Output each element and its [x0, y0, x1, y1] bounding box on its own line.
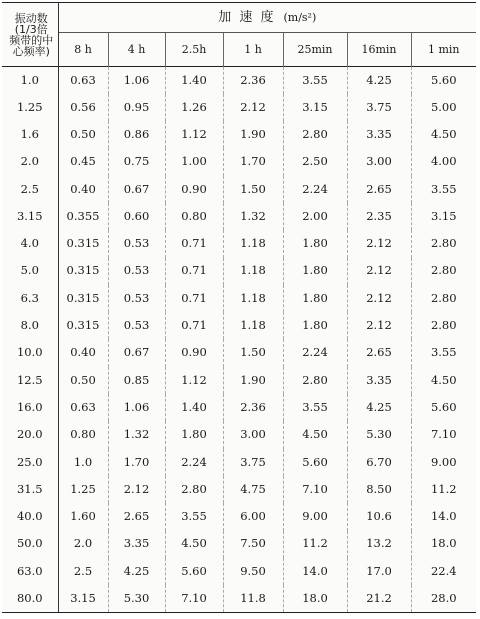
acceleration-cell: 1.50 — [223, 176, 283, 203]
acceleration-cell: 4.75 — [223, 476, 283, 503]
acceleration-cell: 0.90 — [165, 176, 223, 203]
acceleration-cell: 2.35 — [347, 203, 411, 230]
acceleration-cell: 4.25 — [108, 558, 165, 585]
acceleration-cell: 5.60 — [283, 449, 347, 476]
acceleration-cell: 7.50 — [223, 531, 283, 558]
frequency-cell: 20.0 — [2, 421, 58, 448]
table-row — [2, 367, 476, 394]
frequency-cell: 3.15 — [2, 203, 58, 230]
frequency-cell: 1.25 — [2, 94, 58, 121]
acceleration-cell: 11.2 — [283, 531, 347, 558]
acceleration-cell: 1.32 — [223, 203, 283, 230]
acceleration-cell: 3.00 — [347, 148, 411, 175]
frequency-column-header: 振动数 (1/3倍 频带的中 心频率) — [2, 3, 58, 67]
acceleration-cell: 0.71 — [165, 258, 223, 285]
frequency-cell: 50.0 — [2, 531, 58, 558]
header-row-durations — [2, 33, 476, 67]
acceleration-cell: 0.67 — [108, 176, 165, 203]
acceleration-cell: 4.00 — [411, 148, 476, 175]
table-row — [2, 176, 476, 203]
acceleration-cell: 0.50 — [70, 372, 96, 387]
table-row — [2, 449, 476, 476]
acceleration-cell: 2.80 — [411, 230, 476, 257]
frequency-cell: 1.0 — [2, 67, 58, 94]
acceleration-cell: 0.315 — [66, 236, 100, 251]
table-row — [2, 585, 476, 612]
acceleration-cell: 1.18 — [223, 285, 283, 312]
vibration-acceleration-table — [2, 2, 476, 613]
acceleration-cell: 1.90 — [223, 121, 283, 148]
acceleration-cell: 4.25 — [347, 394, 411, 421]
duration-header: 1 h — [223, 33, 283, 67]
duration-header: 4 h — [108, 33, 165, 67]
acceleration-cell: 0.85 — [108, 367, 165, 394]
duration-header: 16min — [347, 33, 411, 67]
frequency-cell: 4.0 — [2, 230, 58, 257]
acceleration-cell: 2.80 — [283, 121, 347, 148]
acceleration-cell: 3.55 — [283, 67, 347, 94]
acceleration-cell: 2.50 — [283, 148, 347, 175]
vibration-table-sheet — [2, 2, 476, 614]
acceleration-cell: 0.315 — [66, 263, 100, 278]
acceleration-cell: 0.90 — [165, 339, 223, 366]
duration-header: 8 h — [74, 43, 92, 56]
acceleration-cell: 4.50 — [411, 367, 476, 394]
acceleration-cell: 2.12 — [223, 94, 283, 121]
acceleration-cell: 0.95 — [108, 94, 165, 121]
acceleration-cell: 3.55 — [165, 503, 223, 530]
acceleration-cell: 10.6 — [347, 503, 411, 530]
acceleration-cell: 1.18 — [223, 258, 283, 285]
acceleration-cell: 1.18 — [223, 230, 283, 257]
acceleration-cell: 3.55 — [283, 394, 347, 421]
acceleration-cell: 3.75 — [223, 449, 283, 476]
acceleration-cell: 1.80 — [165, 421, 223, 448]
acceleration-cell: 3.00 — [223, 421, 283, 448]
frequency-cell: 2.0 — [2, 148, 58, 175]
acceleration-cell: 0.71 — [165, 285, 223, 312]
acceleration-cell: 0.86 — [108, 121, 165, 148]
table-row — [2, 148, 476, 175]
table-row — [2, 503, 476, 530]
frequency-cell: 1.6 — [2, 121, 58, 148]
acceleration-cell: 2.5 — [73, 563, 93, 578]
acceleration-cell: 2.12 — [347, 312, 411, 339]
table-row — [2, 67, 476, 94]
acceleration-cell: 2.65 — [347, 339, 411, 366]
table-row — [2, 312, 476, 339]
table-body — [2, 67, 476, 613]
frequency-cell: 25.0 — [2, 449, 58, 476]
acceleration-cell: 1.80 — [283, 230, 347, 257]
frequency-cell: 5.0 — [2, 258, 58, 285]
header-row-top — [2, 3, 476, 33]
acceleration-cell: 9.50 — [223, 558, 283, 585]
acceleration-cell: 18.0 — [411, 531, 476, 558]
acceleration-cell: 1.0 — [73, 454, 93, 469]
acceleration-cell: 14.0 — [411, 503, 476, 530]
acceleration-cell: 1.70 — [223, 148, 283, 175]
table-row — [2, 476, 476, 503]
acceleration-cell: 7.10 — [411, 421, 476, 448]
acceleration-cell: 13.2 — [347, 531, 411, 558]
frequency-cell: 63.0 — [2, 558, 58, 585]
acceleration-cell: 0.53 — [108, 258, 165, 285]
acceleration-cell: 17.0 — [347, 558, 411, 585]
acceleration-cell: 1.80 — [283, 258, 347, 285]
acceleration-cell: 5.30 — [347, 421, 411, 448]
acceleration-cell: 3.35 — [347, 367, 411, 394]
acceleration-cell: 1.80 — [283, 285, 347, 312]
acceleration-cell: 3.35 — [347, 121, 411, 148]
frequency-cell: 10.0 — [2, 339, 58, 366]
acceleration-cell: 2.12 — [347, 285, 411, 312]
table-row — [2, 531, 476, 558]
acceleration-cell: 2.36 — [223, 394, 283, 421]
acceleration-cell: 0.355 — [66, 208, 100, 223]
acceleration-cell: 1.06 — [108, 67, 165, 94]
acceleration-cell: 0.56 — [70, 99, 96, 114]
acceleration-cell: 2.0 — [73, 536, 93, 551]
frequency-cell: 12.5 — [2, 367, 58, 394]
acceleration-cell: 3.15 — [283, 94, 347, 121]
acceleration-cell: 1.40 — [165, 67, 223, 94]
acceleration-cell: 1.18 — [223, 312, 283, 339]
acceleration-cell: 18.0 — [283, 585, 347, 612]
table-row — [2, 121, 476, 148]
acceleration-cell: 2.24 — [283, 339, 347, 366]
acceleration-cell: 0.50 — [70, 126, 96, 141]
acceleration-cell: 1.12 — [165, 367, 223, 394]
table-row — [2, 203, 476, 230]
table-row — [2, 258, 476, 285]
acceleration-cell: 1.40 — [165, 394, 223, 421]
acceleration-cell: 14.0 — [283, 558, 347, 585]
acceleration-cell: 1.60 — [70, 509, 96, 524]
acceleration-cell: 5.60 — [411, 394, 476, 421]
acceleration-cell: 0.45 — [70, 154, 96, 169]
acceleration-cell: 0.75 — [108, 148, 165, 175]
acceleration-cell: 2.80 — [283, 367, 347, 394]
acceleration-cell: 2.12 — [347, 258, 411, 285]
acceleration-cell: 21.2 — [347, 585, 411, 612]
acceleration-cell: 8.50 — [347, 476, 411, 503]
frequency-cell: 6.3 — [2, 285, 58, 312]
acceleration-cell: 3.55 — [411, 176, 476, 203]
acceleration-cell: 0.53 — [108, 312, 165, 339]
acceleration-cell: 3.55 — [411, 339, 476, 366]
acceleration-cell: 3.35 — [108, 531, 165, 558]
acceleration-cell: 0.60 — [108, 203, 165, 230]
acceleration-cell: 5.00 — [411, 94, 476, 121]
acceleration-cell: 0.53 — [108, 230, 165, 257]
acceleration-cell: 1.90 — [223, 367, 283, 394]
acceleration-cell: 3.15 — [58, 585, 108, 612]
frequency-cell: 40.0 — [2, 503, 58, 530]
frequency-cell: 80.0 — [2, 585, 58, 612]
acceleration-cell: 9.00 — [411, 449, 476, 476]
acceleration-cell: 0.40 — [70, 181, 96, 196]
acceleration-cell: 22.4 — [411, 558, 476, 585]
acceleration-cell: 1.70 — [108, 449, 165, 476]
frequency-cell: 16.0 — [2, 394, 58, 421]
table-row — [2, 230, 476, 257]
acceleration-cell: 6.00 — [223, 503, 283, 530]
acceleration-cell: 9.00 — [283, 503, 347, 530]
acceleration-cell: 2.80 — [411, 258, 476, 285]
acceleration-cell: 2.12 — [347, 230, 411, 257]
acceleration-cell: 3.15 — [411, 203, 476, 230]
acceleration-cell: 5.30 — [108, 585, 165, 612]
frequency-cell: 31.5 — [2, 476, 58, 503]
acceleration-cell: 28.0 — [411, 585, 476, 612]
table-row — [2, 94, 476, 121]
acceleration-cell: 0.80 — [70, 427, 96, 442]
acceleration-cell: 4.25 — [347, 67, 411, 94]
acceleration-cell: 2.80 — [165, 476, 223, 503]
duration-header: 25min — [283, 33, 347, 67]
acceleration-cell: 5.60 — [165, 558, 223, 585]
acceleration-cell: 1.32 — [108, 421, 165, 448]
acceleration-cell: 2.00 — [283, 203, 347, 230]
acceleration-cell: 2.80 — [411, 285, 476, 312]
acceleration-cell: 2.80 — [411, 312, 476, 339]
acceleration-cell: 2.24 — [283, 176, 347, 203]
acceleration-cell: 2.65 — [108, 503, 165, 530]
acceleration-cell: 0.40 — [70, 345, 96, 360]
acceleration-cell: 1.80 — [283, 312, 347, 339]
table-row — [2, 558, 476, 585]
table-row — [2, 285, 476, 312]
acceleration-cell: 11.8 — [223, 585, 283, 612]
acceleration-cell: 0.71 — [165, 230, 223, 257]
acceleration-cell: 1.50 — [223, 339, 283, 366]
acceleration-cell: 6.70 — [347, 449, 411, 476]
acceleration-cell: 0.53 — [108, 285, 165, 312]
acceleration-cell: 3.75 — [347, 94, 411, 121]
acceleration-cell: 1.00 — [165, 148, 223, 175]
acceleration-cell: 1.26 — [165, 94, 223, 121]
acceleration-cell: 2.65 — [347, 176, 411, 203]
acceleration-cell: 11.2 — [411, 476, 476, 503]
table-row — [2, 421, 476, 448]
acceleration-cell: 7.10 — [283, 476, 347, 503]
acceleration-cell: 2.12 — [108, 476, 165, 503]
acceleration-cell: 4.50 — [165, 531, 223, 558]
duration-header: 2.5h — [165, 33, 223, 67]
acceleration-cell: 1.06 — [108, 394, 165, 421]
frequency-cell: 8.0 — [2, 312, 58, 339]
acceleration-cell: 2.24 — [165, 449, 223, 476]
acceleration-cell: 7.10 — [165, 585, 223, 612]
table-row — [2, 394, 476, 421]
acceleration-cell: 0.315 — [66, 318, 100, 333]
table-row — [2, 339, 476, 366]
acceleration-cell: 1.12 — [165, 121, 223, 148]
frequency-cell: 2.5 — [2, 176, 58, 203]
duration-header: 1 min — [411, 33, 476, 67]
acceleration-cell: 0.71 — [165, 312, 223, 339]
acceleration-cell: 2.36 — [223, 67, 283, 94]
acceleration-cell: 0.80 — [165, 203, 223, 230]
acceleration-cell: 1.25 — [70, 481, 96, 496]
acceleration-cell: 0.63 — [70, 72, 96, 87]
acceleration-cell: 5.60 — [411, 67, 476, 94]
acceleration-cell: 0.67 — [108, 339, 165, 366]
acceleration-cell: 4.50 — [283, 421, 347, 448]
acceleration-cell: 0.315 — [66, 290, 100, 305]
acceleration-header: 加 速 度 (m/s²) — [58, 3, 476, 33]
acceleration-cell: 4.50 — [411, 121, 476, 148]
acceleration-cell: 0.63 — [70, 399, 96, 414]
